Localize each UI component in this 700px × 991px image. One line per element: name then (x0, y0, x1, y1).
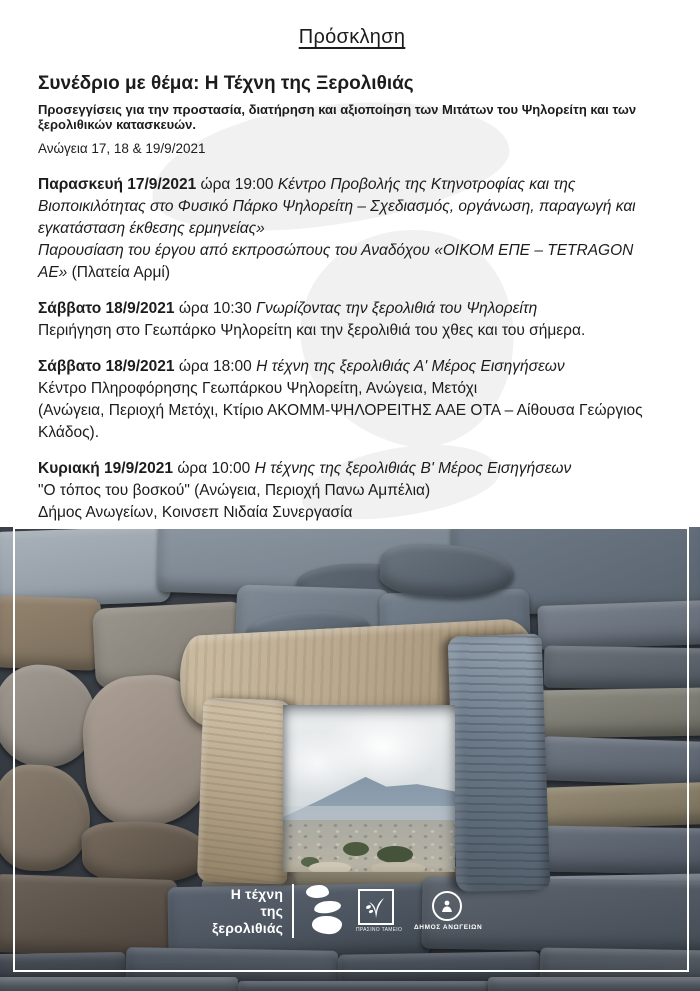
municipality-label: ΔΗΜΟΣ ΑΝΩΓΕΙΩΝ (414, 924, 483, 931)
stacked-stones-icon (304, 884, 336, 938)
event-time: ώρα 10:30 (178, 300, 252, 317)
event-title: Γνωρίζοντας την ξερολιθιά του Ψηλορείτη (256, 300, 538, 317)
event-venue: Κέντρο Πληροφόρησης Γεωπάρκου Ψηλορείτη, Ανώγεια, Μετόχι (38, 380, 478, 397)
stone (488, 977, 700, 991)
conference-subtitle: Προσεγγίσεις για την προστασία, διατήρηση και αξιοποίηση των Μιτάτων του Ψηλορείτη και των ξερολιθικών κατασκευών. (38, 102, 637, 132)
event-title: Η τέχνης της ξερολιθιάς Β' Μέρος Εισηγήσεων (254, 460, 572, 477)
stone (0, 874, 177, 958)
pebble-icon (306, 885, 329, 898)
tree-icon-svg (363, 894, 389, 920)
brand-line-2: ξερολιθιάς (212, 919, 284, 936)
seal-icon (432, 891, 462, 921)
schedule-event-saturday-morning (38, 298, 666, 342)
municipality-logo (414, 891, 483, 931)
stone (536, 687, 700, 738)
stone (540, 826, 700, 875)
event-time: ώρα 10:00 (177, 460, 251, 477)
green-fund-label: ΠΡΑΣΙΝΟ ΤΑΜΕΙΟ (356, 927, 403, 933)
conference-title: Συνέδριο με θέμα: Η Τέχνη της Ξερολιθιάς (38, 73, 414, 94)
brand-line-1: Η τέχνη της (230, 885, 284, 919)
event-organizers: Δήμος Ανωγείων, Κοινσεπ Νιδαία Συνεργασία (38, 504, 353, 521)
event-day: Σάββατο 18/9/2021 (38, 358, 175, 375)
pebble-icon (311, 915, 342, 935)
stone (0, 595, 101, 671)
stone-wall-photo (0, 527, 700, 991)
event-title: Η τέχνη της ξερολιθιάς Α' Μέρος Εισηγήσεων (256, 358, 565, 375)
event-day: Παρασκευή 17/9/2021 (38, 176, 197, 193)
stone (0, 977, 238, 991)
seal-icon-svg (438, 897, 456, 915)
stone (544, 646, 700, 691)
green-fund-logo (356, 889, 403, 933)
logo-strip (212, 879, 483, 943)
event-time: ώρα 19:00 (200, 176, 274, 193)
vertical-divider (292, 884, 294, 938)
schedule-event-saturday-evening (38, 356, 666, 444)
page-title: Πρόσκληση (298, 26, 406, 48)
event-description: Περιήγηση στο Γεωπάρκο Ψηλορείτη και την ξερολιθιά του χθες και του σήμερα. (38, 322, 586, 339)
stone (0, 763, 92, 872)
event-note-italic: Παρουσίαση του έργου από εκπροσώπους του Αναδόχου «ΟΙΚΟΜ ΕΠΕ – TETRAGON ΑΕ» (38, 242, 634, 281)
event-note (38, 240, 666, 284)
event-time: ώρα 18:00 (178, 358, 252, 375)
stone (541, 736, 700, 786)
window-left-pillar-stone (197, 697, 293, 884)
stone (238, 981, 492, 991)
stone (537, 600, 700, 650)
schedule-event-friday (38, 174, 666, 284)
event-day: Κυριακή 19/9/2021 (38, 460, 174, 477)
event-note-regular: (Πλατεία Αρμί) (67, 264, 171, 281)
event-venue: "Ο τόπος του βοσκού" (Ανώγεια, Περιοχή Πανω Αμπέλια) (38, 482, 431, 499)
window-right-pillar-stone (448, 633, 551, 892)
event-dates: Ανώγεια 17, 18 & 19/9/2021 (38, 141, 206, 156)
event-venue-detail: (Ανώγεια, Περιοχή Μετόχι, Κτίριο ΑΚΟΜΜ-ΨΗΛΟΡΕΙΤΗΣ ΑΑΕ ΟΤΑ – Αίθουσα Γεώργιος Κλάδος). (38, 402, 643, 441)
brand-text (212, 886, 283, 937)
pebble-icon (313, 899, 341, 914)
schedule-event-sunday (38, 458, 666, 524)
tree-icon (358, 889, 394, 925)
stone (81, 819, 211, 885)
wall-window-opening (283, 705, 455, 872)
window-inner-shadow (283, 705, 455, 872)
stone (533, 782, 700, 830)
event-day: Σάββατο 18/9/2021 (38, 300, 175, 317)
event-title: Κέντρο Προβολής της Κτηνοτροφίας και της Βιοποικιλότητας στο Φυσικό Πάρκο Ψηλορείτη – Σχεδιασμός, οργάνωση, παραγωγή και εγκατάσταση έκθεσης ερμηνείας» (38, 176, 636, 237)
